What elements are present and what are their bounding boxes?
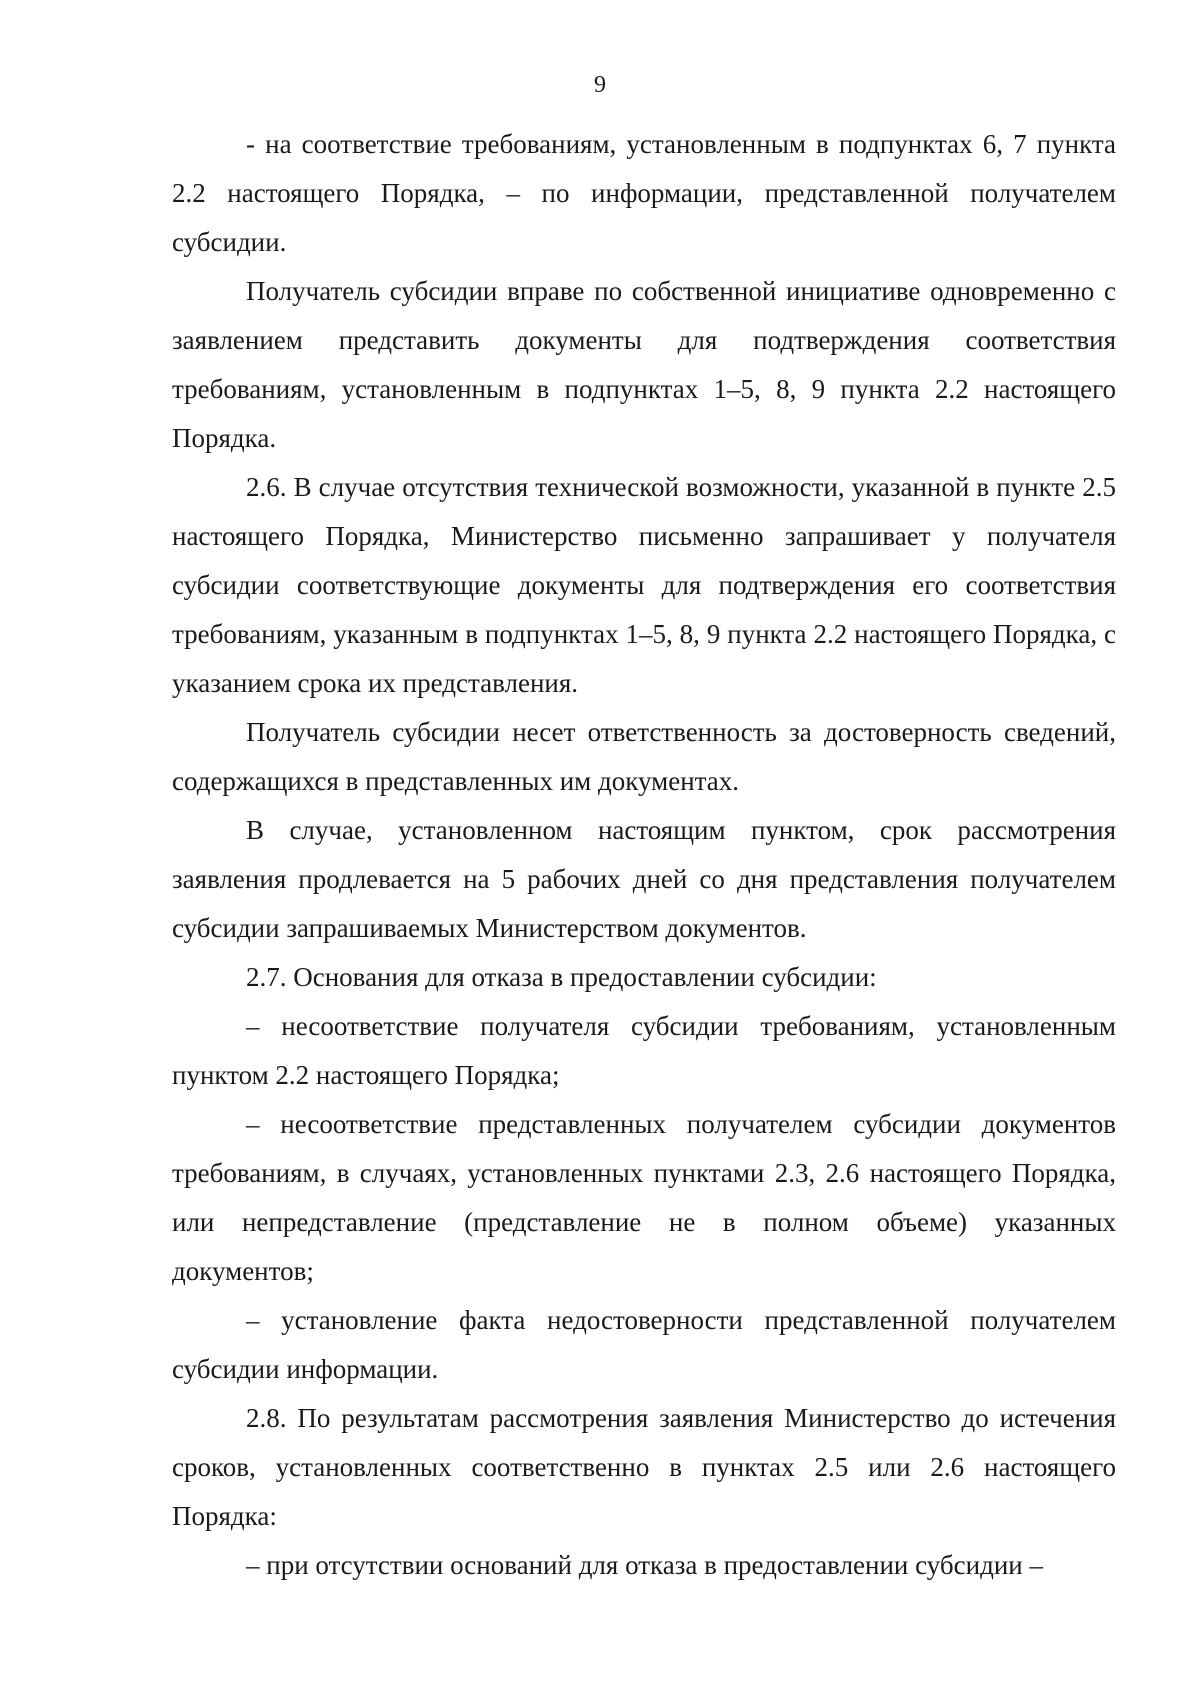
- document-body: [172, 120, 1116, 1590]
- list-item-no-refusal: – при отсутствии оснований для отказа в предоставлении субсидии –: [246, 1550, 1043, 1580]
- paragraph-extension: В случае, установленном настоящим пунктом, срок рассмотрения заявления продлевается на 5 рабочих дней со дня представления получателем субсидии запрашиваемых Министерством документов.: [172, 815, 1116, 943]
- paragraph-requirements-6-7: - на соответствие требованиям, установленным в подпунктах 6, 7 пункта 2.2 настоящего Порядка, – по информации, представленной получателем субсидии.: [172, 129, 1116, 257]
- paragraph-2-8: 2.8. По результатам рассмотрения заявления Министерство до истечения сроков, установленных соответственно в пунктах 2.5 или 2.6 настоящего Порядка:: [172, 1403, 1116, 1531]
- page-number: 9: [594, 72, 606, 98]
- paragraph-recipient-initiative: Получатель субсидии вправе по собственной инициативе одновременно с заявлением представить документы для подтверждения соответствия требованиям, установленным в подпунктах 1–5, 8, 9 пункта 2.2 настоящего Порядка.: [172, 276, 1116, 453]
- list-item-refusal-2: – несоответствие представленных получателем субсидии документов требованиям, в случаях, установленных пунктами 2.3, 2.6 настоящего Порядка, или непредставление (представление не в полном объеме) указанных документов;: [172, 1109, 1116, 1286]
- paragraph-responsibility: Получатель субсидии несет ответственность за достоверность сведений, содержащихся в представленных им документах.: [172, 717, 1116, 796]
- paragraph-2-6: 2.6. В случае отсутствия технической возможности, указанной в пункте 2.5 настоящего Порядка, Министерство письменно запрашивает у получателя субсидии соответствующие документы для подтверждения его соответствия требованиям, указанным в подпунктах 1–5, 8, 9 пункта 2.2 настоящего Порядка, с указанием срока их представления.: [172, 472, 1116, 698]
- list-item-refusal-1: – несоответствие получателя субсидии требованиям, установленным пунктом 2.2 настоящего Порядка;: [172, 1011, 1116, 1090]
- list-item-refusal-3: – установление факта недостоверности представленной получателем субсидии информации.: [172, 1305, 1116, 1384]
- paragraph-2-7-heading: 2.7. Основания для отказа в предоставлении субсидии:: [246, 962, 877, 992]
